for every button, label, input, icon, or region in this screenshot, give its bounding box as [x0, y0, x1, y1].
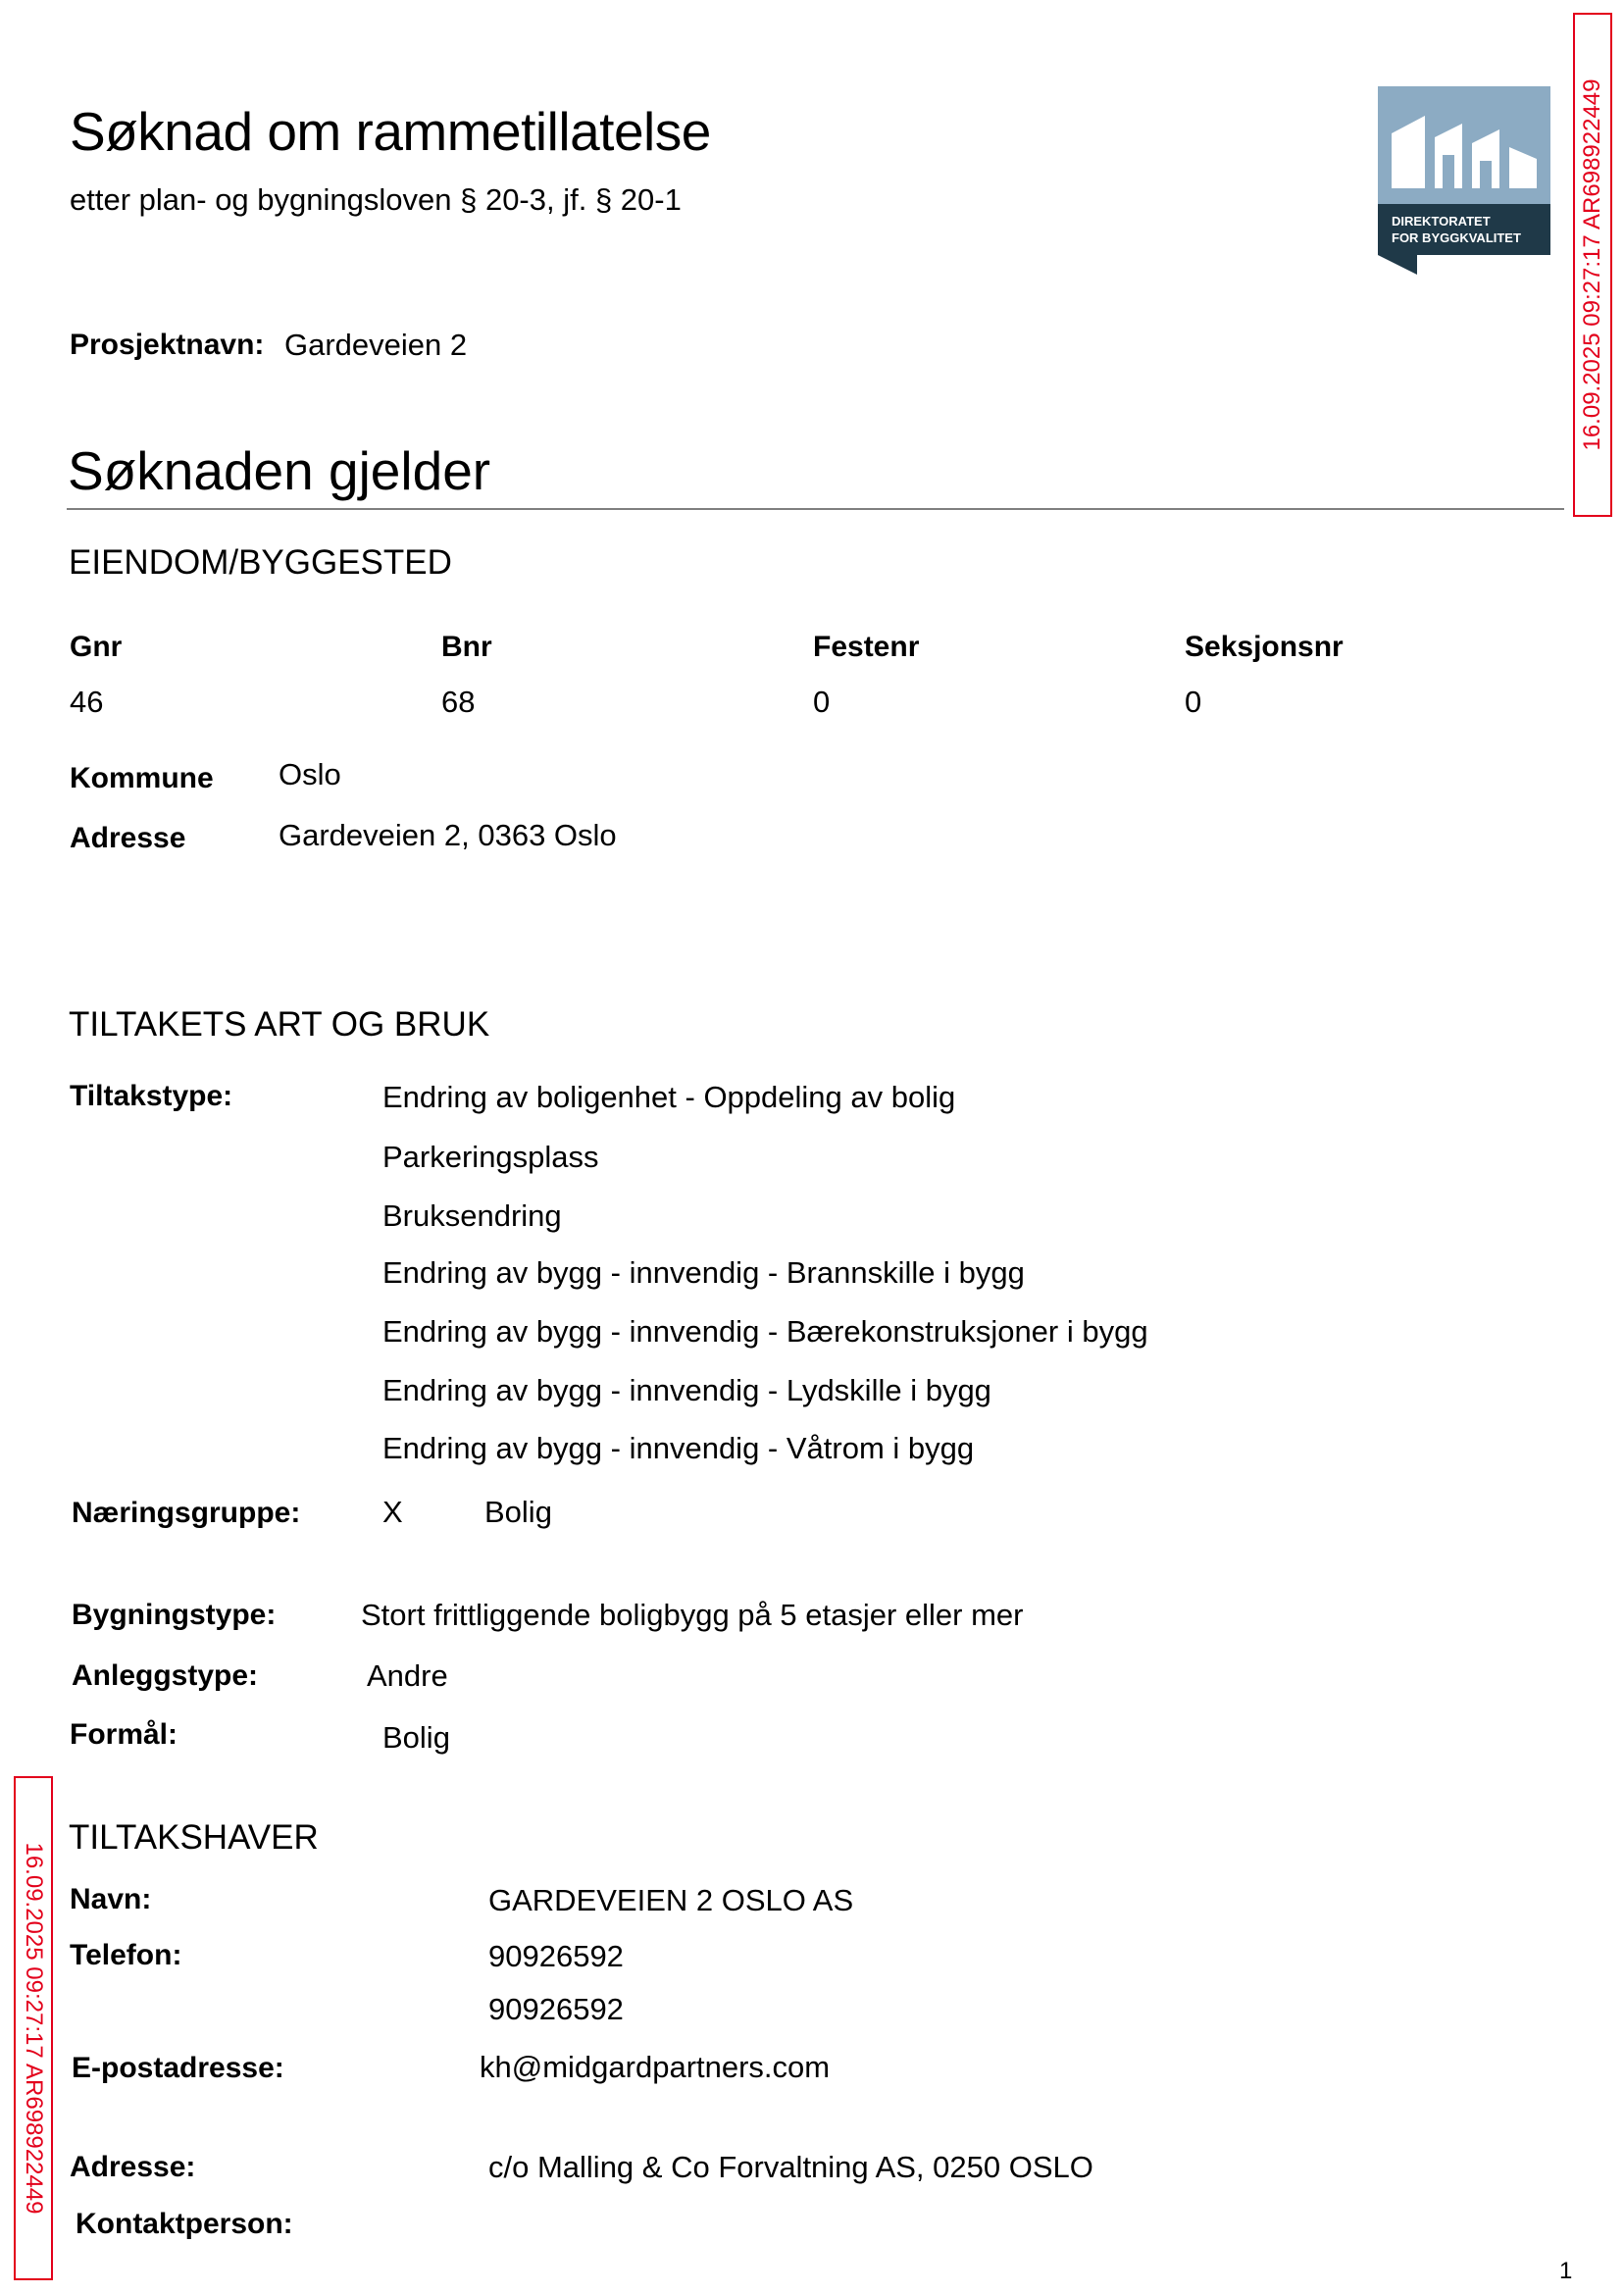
property-heading: EIENDOM/BYGGESTED	[69, 543, 452, 582]
tiltakstype-item: Endring av bygg - innvendig - Lydskille i bygg	[382, 1373, 991, 1407]
naeringsgruppe-label: Næringsgruppe:	[72, 1497, 301, 1529]
logo-line-2: FOR BYGGKVALITET	[1392, 230, 1521, 245]
navn-value: GARDEVEIEN 2 OSLO AS	[488, 1883, 854, 1917]
timestamp-stamp-top	[1573, 13, 1612, 517]
formaal-value: Bolig	[382, 1720, 450, 1755]
dibk-logo	[1378, 86, 1550, 275]
naeringsgruppe-value: Bolig	[484, 1495, 552, 1529]
kontaktperson-label: Kontaktperson:	[76, 2208, 293, 2240]
tiltakshaver-adresse-label: Adresse:	[70, 2151, 196, 2183]
adresse-value: Gardeveien 2, 0363 Oslo	[279, 818, 617, 852]
tiltakstype-item: Endring av bygg - innvendig - Brannskille i bygg	[382, 1255, 1025, 1290]
gnr-label: Gnr	[70, 631, 123, 663]
tiltakstype-item: Parkeringsplass	[382, 1140, 599, 1174]
tiltakshaver-adresse-value: c/o Malling & Co Forvaltning AS, 0250 OSLO	[488, 2150, 1093, 2184]
tiltakstype-item: Endring av boligenhet - Oppdeling av bolig	[382, 1080, 956, 1114]
gnr-value: 46	[70, 685, 104, 719]
tiltakstype-item: Bruksendring	[382, 1198, 562, 1233]
seksjonsnr-label: Seksjonsnr	[1185, 631, 1344, 663]
adresse-label: Adresse	[70, 822, 186, 854]
tiltakstype-item: Endring av bygg - innvendig - Bærekonstruksjoner i bygg	[382, 1314, 1148, 1349]
epost-value: kh@midgardpartners.com	[480, 2050, 831, 2084]
section-title: Søknaden gjelder	[68, 440, 491, 501]
naeringsgruppe-code: X	[382, 1495, 403, 1529]
telefon-value: 90926592	[488, 1939, 624, 1973]
formaal-label: Formål:	[70, 1718, 178, 1751]
building-logo-icon	[1378, 86, 1550, 275]
stamp-text: 16.09.2025 09:27:17 AR698922449	[1579, 78, 1605, 451]
festenr-value: 0	[813, 685, 831, 719]
epost-label: E-postadresse:	[72, 2052, 284, 2084]
bygningstype-label: Bygningstype:	[72, 1599, 277, 1631]
project-name-label: Prosjektnavn:	[70, 329, 265, 361]
bnr-label: Bnr	[441, 631, 492, 663]
kommune-value: Oslo	[279, 757, 341, 791]
page-number: 1	[1559, 2258, 1573, 2284]
tiltak-heading: TILTAKETS ART OG BRUK	[69, 1005, 490, 1044]
logo-line-1: DIREKTORATET	[1392, 214, 1491, 229]
festenr-label: Festenr	[813, 631, 920, 663]
anleggstype-label: Anleggstype:	[72, 1659, 259, 1692]
telefon-value: 90926592	[488, 1992, 624, 2026]
document-subtitle: etter plan- og bygningsloven § 20-3, jf. § 20-1	[70, 182, 682, 217]
anleggstype-value: Andre	[367, 1658, 448, 1693]
navn-label: Navn:	[70, 1883, 152, 1915]
tiltakstype-item: Endring av bygg - innvendig - Våtrom i bygg	[382, 1431, 975, 1465]
kommune-label: Kommune	[70, 762, 214, 794]
project-name-value: Gardeveien 2	[284, 328, 468, 362]
stamp-text: 16.09.2025 09:27:17 AR698922449	[21, 1842, 47, 2215]
bnr-value: 68	[441, 685, 476, 719]
timestamp-stamp-bottom	[14, 1776, 53, 2280]
telefon-label: Telefon:	[70, 1939, 182, 1971]
section-divider	[67, 508, 1564, 510]
document-title: Søknad om rammetillatelse	[70, 101, 711, 162]
bygningstype-value: Stort frittliggende boligbygg på 5 etasjer eller mer	[361, 1598, 1024, 1632]
seksjonsnr-value: 0	[1185, 685, 1202, 719]
tiltakstype-label: Tiltakstype:	[70, 1080, 233, 1112]
tiltakshaver-heading: TILTAKSHAVER	[69, 1818, 319, 1857]
